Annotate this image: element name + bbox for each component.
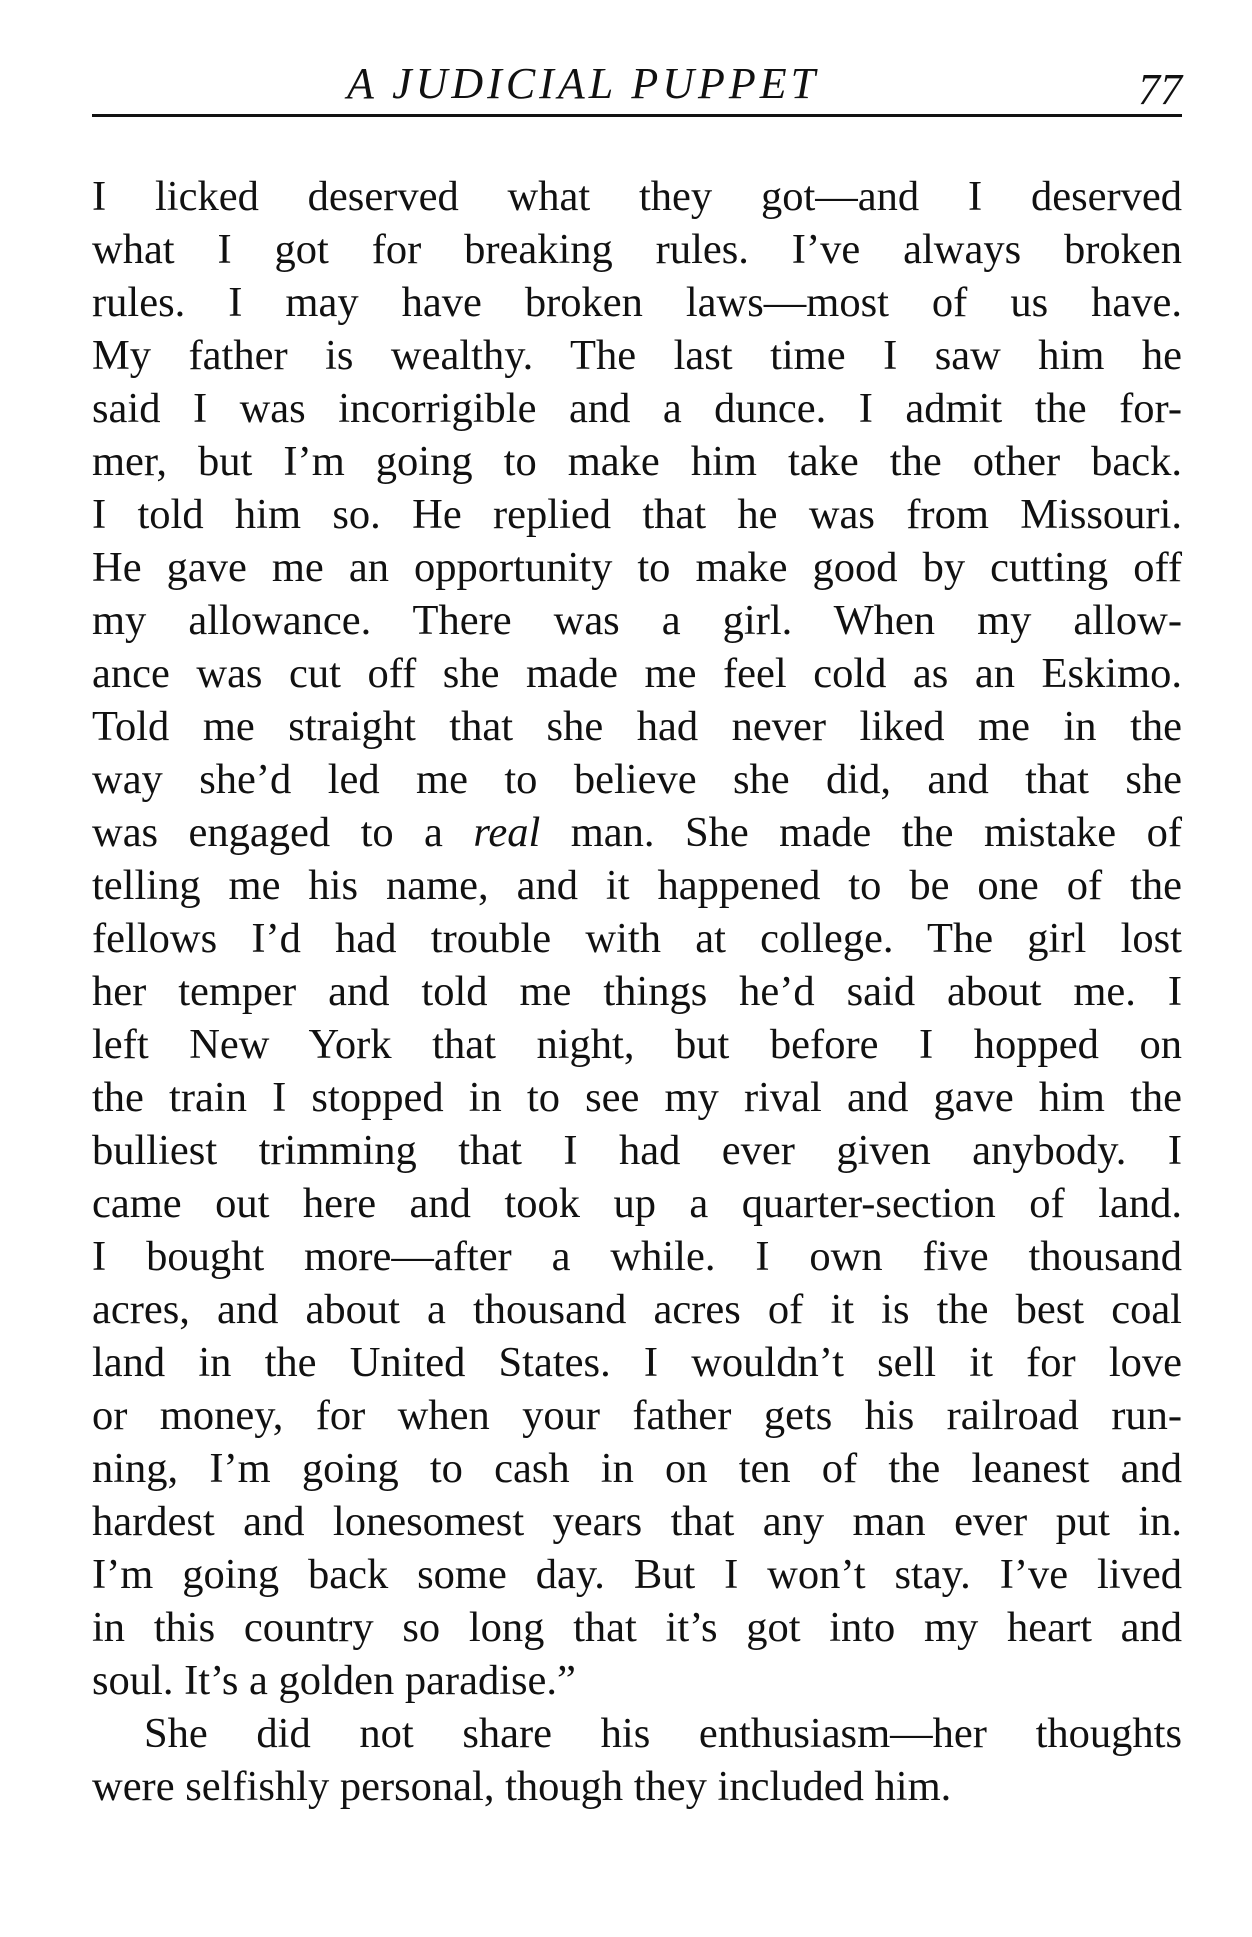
- text-line: mer, but I’m going to make him take the other back.: [92, 438, 1182, 485]
- paragraph-first-line: She did not share his enthusiasm—her thoughts: [144, 1710, 1182, 1757]
- text-line: telling me his name, and it happened to be one of the: [92, 862, 1182, 909]
- running-title: A JUDICIAL PUPPET: [347, 59, 820, 108]
- text-line: or money, for when your father gets his railroad run-: [92, 1392, 1182, 1439]
- running-head: [92, 52, 1182, 116]
- text-line: fellows I’d had trouble with at college. The girl lost: [92, 915, 1182, 962]
- text-line: left New York that night, but before I hopped on: [92, 1021, 1182, 1068]
- text-line: the train I stopped in to see my rival and gave him the: [92, 1074, 1182, 1121]
- text-line-with-italic: [92, 806, 1182, 859]
- text-line: rules. I may have broken laws—most of us have.: [92, 279, 1182, 326]
- text-line: Told me straight that she had never liked me in the: [92, 703, 1182, 750]
- text-segment: man. She made the mistake of: [540, 809, 1183, 856]
- text-line: in this country so long that it’s got into my heart and: [92, 1604, 1182, 1651]
- text-line: came out here and took up a quarter-section of land.: [92, 1180, 1182, 1227]
- text-line: my allowance. There was a girl. When my allow-: [92, 597, 1182, 644]
- body-text: [92, 170, 1182, 1813]
- italic-word: real: [473, 809, 541, 856]
- text-line: bulliest trimming that I had ever given anybody. I: [92, 1127, 1182, 1174]
- text-line: hardest and lonesomest years that any man ever put in.: [92, 1498, 1182, 1545]
- text-segment: was engaged to a: [92, 809, 443, 856]
- text-line: I’m going back some day. But I won’t stay. I’ve lived: [92, 1551, 1182, 1598]
- header-rule: [92, 114, 1182, 117]
- text-line: acres, and about a thousand acres of it is the best coal: [92, 1286, 1182, 1333]
- text-line: land in the United States. I wouldn’t sell it for love: [92, 1339, 1182, 1386]
- text-line: ance was cut off she made me feel cold as an Eskimo.: [92, 650, 1182, 697]
- text-line: what I got for breaking rules. I’ve always broken: [92, 226, 1182, 273]
- text-line: I told him so. He replied that he was from Missouri.: [92, 491, 1182, 538]
- text-line: I licked deserved what they got—and I deserved: [92, 173, 1182, 220]
- text-line: My father is wealthy. The last time I saw him he: [92, 332, 1182, 379]
- text-line: I bought more—after a while. I own five thousand: [92, 1233, 1182, 1280]
- text-line: way she’d led me to believe she did, and that she: [92, 756, 1182, 803]
- text-line: were selfishly personal, though they included him.: [92, 1763, 952, 1810]
- text-line: said I was incorrigible and a dunce. I admit the for-: [92, 385, 1182, 432]
- text-line: soul. It’s a golden paradise.”: [92, 1657, 576, 1704]
- text-line: her temper and told me things he’d said about me. I: [92, 968, 1182, 1015]
- page-number: 77: [1138, 65, 1182, 114]
- text-line: ning, I’m going to cash in on ten of the leanest and: [92, 1445, 1182, 1492]
- text-line: He gave me an opportunity to make good by cutting off: [92, 544, 1182, 591]
